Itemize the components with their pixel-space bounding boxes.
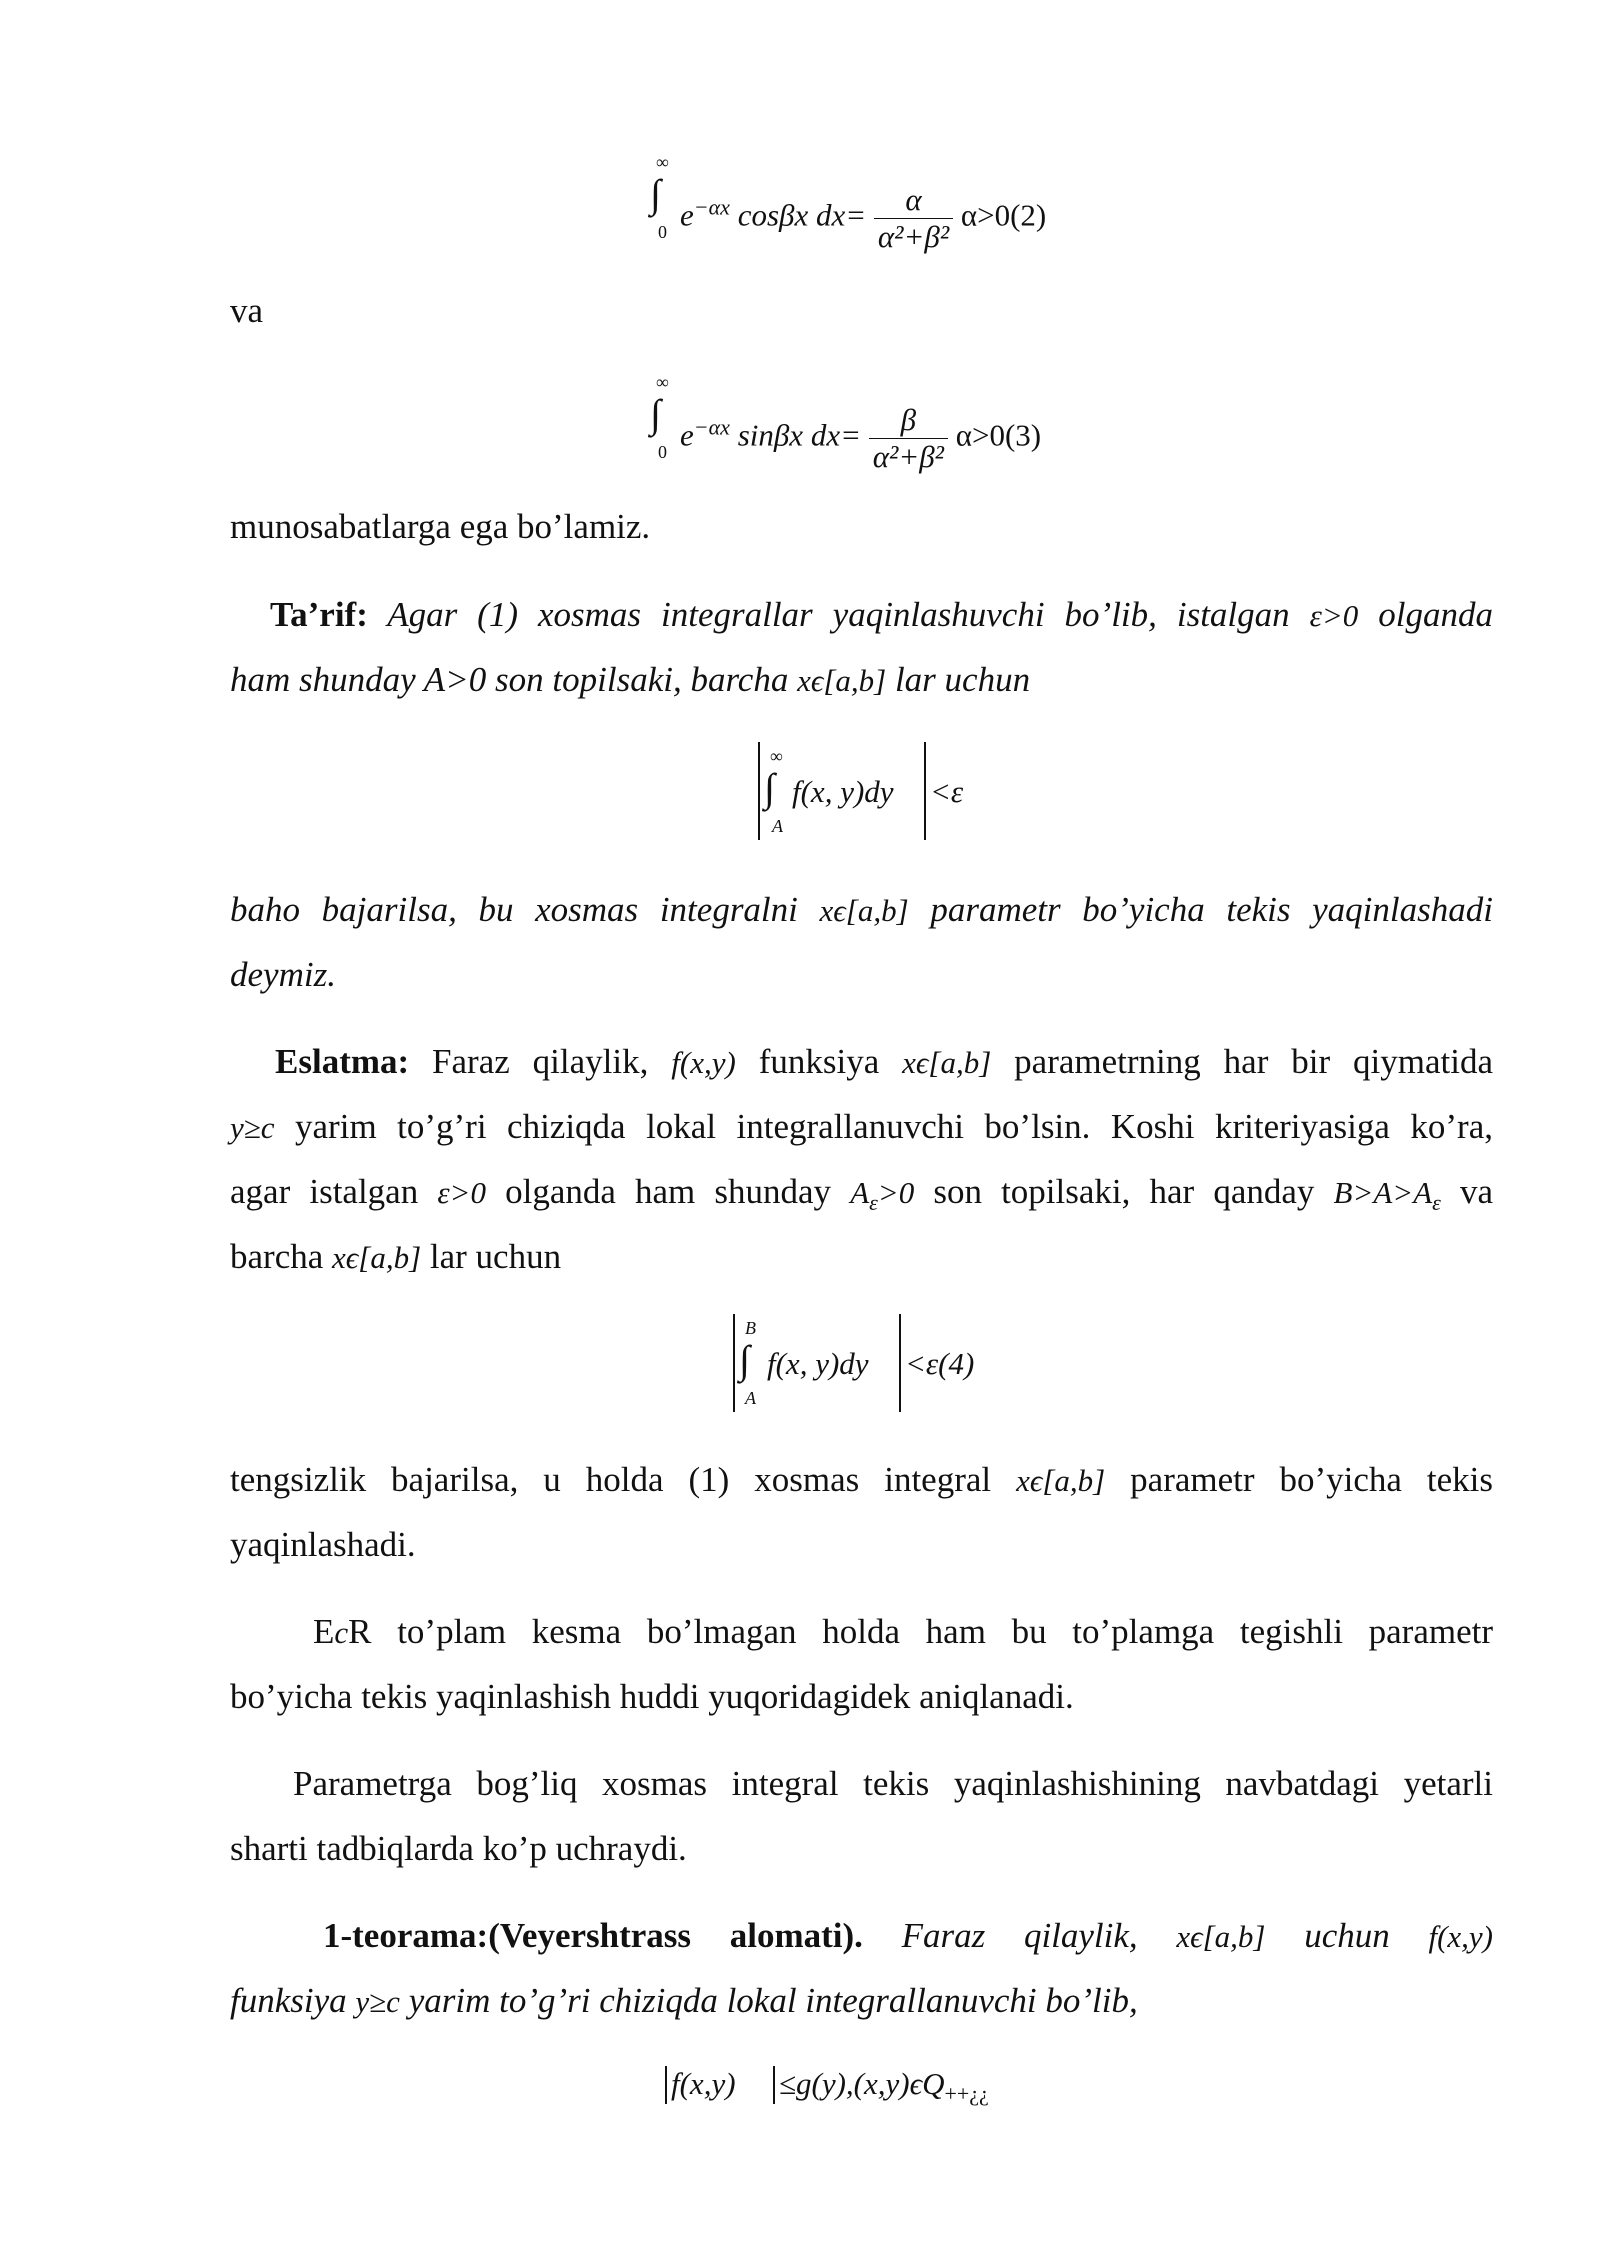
equation-majorant <box>665 2060 1085 2110</box>
ecr-text: E <box>313 1612 335 1651</box>
abs-bar-right <box>899 1314 901 1412</box>
teorema-label: 1-teorama:(Veyershtrass alomati). <box>323 1916 863 1955</box>
paragraph-param-line2: sharti tadbiqlarda ko’p uchraydi. <box>230 1829 687 1868</box>
ecr-text: R to’plam kesma bo’lmagan holda ham bu to’plamga tegishli parametr <box>348 1612 1493 1651</box>
math-inline: f(x,y) <box>671 1045 736 1080</box>
tengsizlik-text: tengsizlik bajarilsa, u holda (1) xosmas integral <box>230 1460 1017 1499</box>
paragraph-baho-line1 <box>230 877 1493 943</box>
integral-sign: ∫ <box>650 171 661 216</box>
integral-upper-limit: ∞ <box>656 152 669 172</box>
integral-sign: ∫ <box>764 765 775 810</box>
equation-tail: α>0(2) <box>960 197 1047 233</box>
abs-body: f(x,y) <box>671 2066 736 2101</box>
fraction-numerator: α <box>905 182 922 217</box>
teorema-text: uchun <box>1265 1916 1429 1955</box>
tarif-text: Agar (1) xosmas integrallar yaqinlashuvchi bo’lib, istalgan <box>367 595 1310 634</box>
paragraph-tarif-line2 <box>230 647 1493 713</box>
eslatma-text: barcha <box>230 1237 333 1276</box>
math-inline: $B>A>A_\varepsilon$ <box>1333 1175 1441 1216</box>
equation-tail: <ε(4) <box>905 1346 975 1381</box>
integrand-exponent: −αx <box>693 194 730 220</box>
paragraph-eslatma-line2 <box>230 1094 1493 1160</box>
math-inline: y≥c <box>355 1984 400 2019</box>
math-inline: $A_\varepsilon>0$ <box>850 1175 915 1216</box>
integrand-base: e <box>680 417 694 453</box>
eslatma-text: lar uchun <box>421 1237 562 1276</box>
integral-lower-limit: 0 <box>658 222 667 242</box>
baho-text: baho bajarilsa, bu xosmas integralni <box>230 890 820 929</box>
inequality-rest: ≤g(y),(x,y)ϵQ <box>779 2066 945 2101</box>
eslatma-text: agar istalgan <box>230 1172 438 1211</box>
math-inline: xϵ[a,b] <box>819 893 909 928</box>
eslatma-label: Eslatma: <box>275 1042 410 1081</box>
baho-text: parametr bo’yicha tekis yaqinlashadi <box>908 890 1493 929</box>
paragraph-va: va <box>230 291 264 330</box>
fraction <box>874 182 953 255</box>
fraction-denominator: α²+β² <box>869 438 948 475</box>
fraction-denominator: α²+β² <box>874 218 953 255</box>
equation-tail: <ε <box>930 774 964 809</box>
integrand-rest: sinβx dx= <box>737 417 861 453</box>
eslatma-text: parametrning har bir qiymatida <box>991 1042 1493 1081</box>
eslatma-text: Faraz qilaylik, <box>409 1042 672 1081</box>
integral-sign: ∫ <box>739 1337 750 1382</box>
tarif-text: ham shunday A>0 son topilsaki, barcha <box>230 660 798 699</box>
integral-lower-limit: A <box>745 1388 756 1408</box>
eslatma-text: son topilsaki, har qanday <box>914 1172 1334 1211</box>
math-inline: y≥c <box>230 1110 275 1145</box>
tarif-text: olganda <box>1358 595 1493 634</box>
math-inline: c <box>334 1615 349 1650</box>
math-inline: xϵ[a,b] <box>1016 1463 1106 1498</box>
integrand: f(x, y)dy <box>767 1346 869 1381</box>
integral-upper-limit: ∞ <box>656 372 669 392</box>
tarif-text: lar uchun <box>886 660 1031 699</box>
set-subscript: ++¿¿ <box>944 2081 989 2107</box>
integrand: f(x, y)dy <box>792 774 894 809</box>
integral-upper-limit: B <box>745 1318 756 1338</box>
paragraph-tengsizlik-line2: yaqinlashadi. <box>230 1525 416 1564</box>
paragraph-teorema-line2 <box>230 1968 1493 2034</box>
abs-bar-left <box>733 1314 735 1412</box>
abs-bar-right <box>773 2066 775 2104</box>
paragraph-tengsizlik-line1 <box>230 1447 1493 1513</box>
paragraph-tarif-line1 <box>270 582 1493 648</box>
equation-2 <box>650 150 1090 254</box>
integral-sign: ∫ <box>650 391 661 436</box>
eslatma-text: yarim to’g’ri chiziqda lokal integrallanuvchi bo’lsin. Koshi kriteriyasiga ko’ra, <box>274 1107 1493 1146</box>
abs-bar-left <box>758 742 760 840</box>
paragraph-baho-line2: deymiz. <box>230 955 336 994</box>
integrand-base: e <box>680 197 694 233</box>
paragraph-eslatma-line4 <box>230 1224 1493 1290</box>
integrand-rest: cosβx dx= <box>737 197 867 233</box>
paragraph-param-line1: Parametrga bog’liq xosmas integral tekis yaqinlashishining navbatdagi yetarli <box>293 1764 1493 1803</box>
equation-tail: α>0(3) <box>955 417 1042 453</box>
math-inline: xϵ[a,b] <box>902 1045 992 1080</box>
paragraph-munosabat: munosabatlarga ega bo’lamiz. <box>230 507 651 546</box>
integrand-exponent: −αx <box>693 414 730 440</box>
equation-4 <box>733 1314 1003 1414</box>
abs-bar-left <box>665 2066 667 2104</box>
teorema-text: funksiya <box>230 1981 356 2020</box>
fraction <box>869 402 948 475</box>
integral-lower-limit: A <box>772 816 783 836</box>
math-inline: f(x,y) <box>1428 1919 1493 1954</box>
paragraph-eslatma-line1 <box>275 1029 1493 1095</box>
math-inline: xϵ[a,b] <box>1176 1919 1266 1954</box>
teorema-text: Faraz qilaylik, <box>862 1916 1177 1955</box>
eslatma-text: va <box>1440 1172 1493 1211</box>
fraction-numerator: β <box>900 402 917 437</box>
paragraph-ecr-line2: bo’yicha tekis yaqinlashish huddi yuqoridagidek aniqlanadi. <box>230 1677 1074 1716</box>
paragraph-ecr-line1 <box>313 1599 1493 1665</box>
eslatma-text: funksiya <box>735 1042 903 1081</box>
tengsizlik-text: parametr bo’yicha tekis <box>1105 1460 1493 1499</box>
math-inline: ε>0 <box>1309 598 1359 633</box>
math-inline: xϵ[a,b] <box>797 663 887 698</box>
eslatma-text: olganda ham shunday <box>485 1172 851 1211</box>
math-inline: xϵ[a,b] <box>332 1240 422 1275</box>
abs-bar-right <box>924 742 926 840</box>
equation-3 <box>650 370 1090 474</box>
tarif-label: Ta’rif: <box>270 595 368 634</box>
integral-lower-limit: 0 <box>658 442 667 462</box>
integral-upper-limit: ∞ <box>770 746 783 766</box>
math-inline: ε>0 <box>437 1175 486 1210</box>
teorema-text: yarim to’g’ri chiziqda lokal integrallanuvchi bo’lib, <box>399 1981 1138 2020</box>
paragraph-teorema-line1 <box>323 1903 1493 1969</box>
equation-tarif <box>758 742 998 842</box>
